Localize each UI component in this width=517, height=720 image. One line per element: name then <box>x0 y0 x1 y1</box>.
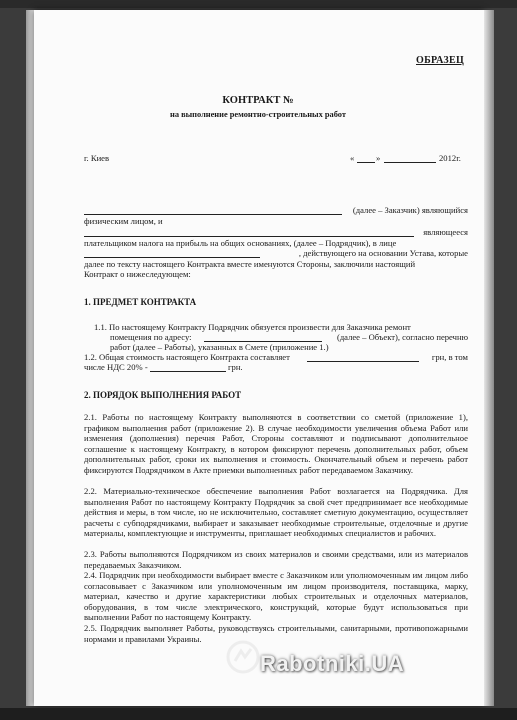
clause-1-2-line2-right: грн. <box>228 362 243 372</box>
sample-mark: ОБРАЗЕЦ <box>416 55 465 66</box>
parties-line4: плательщиком налога на прибыль на общих основаниях, (далее – Подрядчик), в лице <box>84 238 397 248</box>
clause-1-2-line2: числе НДС 20% - <box>84 362 148 372</box>
parties-line6: далее по тексту настоящего Контракта вместе именуются Стороны, заключили настоящий <box>84 259 416 269</box>
parties-line5: , действующего на основании Устава, которые <box>298 248 468 258</box>
photo-dark-bottom-border <box>0 708 517 720</box>
watermark-logo-icon <box>223 637 263 677</box>
podryadchik-name-blank <box>84 236 414 237</box>
clause-2-5: 2.5. Подрядчик выполняет Работы, руководствуясь строительными, санитарными, противопожарными нормами и правилами Украины. <box>84 623 468 644</box>
clause-1-1-line3: работ (далее – Работы), указанных в Смете (приложение 1.) <box>110 342 329 352</box>
representative-blank <box>84 257 260 258</box>
parties-line7: Контракт о нижеследующем: <box>84 269 191 279</box>
date-month-blank <box>384 162 436 163</box>
clause-1-2-line1-right: грн, в том <box>431 352 468 362</box>
zakazchik-name-blank <box>84 214 342 215</box>
section-1-heading: 1. ПРЕДМЕТ КОНТРАКТА <box>84 297 197 307</box>
clause-1-1-line2-right: (далее – Объект), согласно перечню <box>336 332 468 342</box>
clause-1-1-line2: помещения по адресу: <box>110 332 192 342</box>
date-day-blank <box>357 162 375 163</box>
page-left-edge <box>26 10 34 706</box>
vat-blank <box>150 371 226 372</box>
parties-line3: являющееся <box>423 227 468 237</box>
clause-2-4: 2.4. Подрядчик при необходимости выбирает вместе с Заказчиком или уполномоченным им лицом либо согласовывает с Заказчиком или уполномоченным им лицом производителя, поставщика, марку, материал, качество и другие характеристики любых строительных и отделочных материалов, оборудования, в том числе электрического, конструкций, которые будут использоваться при выполнении Работ по настоящему Контракту. <box>84 570 468 623</box>
clause-1-1-line1: 1.1. По настоящему Контракту Подрядчик обязуется произвести для Заказчика ремонт <box>94 322 411 332</box>
watermark-text: Rabotniki.UA <box>260 651 405 676</box>
date-quote-open: « <box>350 153 355 163</box>
document-content <box>50 0 466 706</box>
contract-title: КОНТРАКТ № <box>222 95 294 106</box>
city: г. Киев <box>84 153 110 163</box>
section-2-heading: 2. ПОРЯДОК ВЫПОЛНЕНИЯ РАБОТ <box>84 390 242 400</box>
parties-line2: физическим лицом, и <box>84 216 163 226</box>
clause-1-2-line1: 1.2. Общая стоимость настоящего Контракта составляет <box>84 352 290 362</box>
date-quote-close: » <box>376 153 381 163</box>
clause-2-1: 2.1. Работы по настоящему Контракту выполняются в соответствии со сметой (приложение 1), графиком выполнения работ (приложение 2). В случае необходимости увеличения объема Работ или изменения (дополнения) перечня Работ, Стороны составляют и подписывают дополнительное соглашение к настоящему Контракту, в котором фиксируют перечень дополнительных работ, объем дополнительных работ, сроки их выполнения и стоимость. Окончательный объем и перечень работ фиксируются Подрядчиком в Акте приемки выполненных работ передаваемом Заказчику. <box>84 412 468 475</box>
page-right-edge <box>484 10 494 706</box>
price-blank <box>307 361 419 362</box>
zakazchik-suffix: (далее – Заказчик) являющийся <box>352 205 468 215</box>
date-year: 2012г. <box>439 153 461 163</box>
clause-2-3: 2.3. Работы выполняются Подрядчиком из своих материалов и своими средствами, или из материалов передаваемых Заказчиком. <box>84 549 468 570</box>
contract-subtitle: на выполнение ремонтно-строительных работ <box>170 110 346 119</box>
clause-2-2: 2.2. Материально-техническое обеспечение выполнения Работ возлагается на Подрядчика. Для выполнения Работ по настоящему Контракту Подрядчик за свой счет предпринимает все необходимые действия и меры, в том числе, но не исключительно, составляет сметную документацию, осуществляет расчеты с субподрядчиками, выбирает и заказывает необходимые строительные, отделочные и другие материалы, комплектующие и инструменты, приглашает необходимых специалистов и рабочих. <box>84 486 468 539</box>
